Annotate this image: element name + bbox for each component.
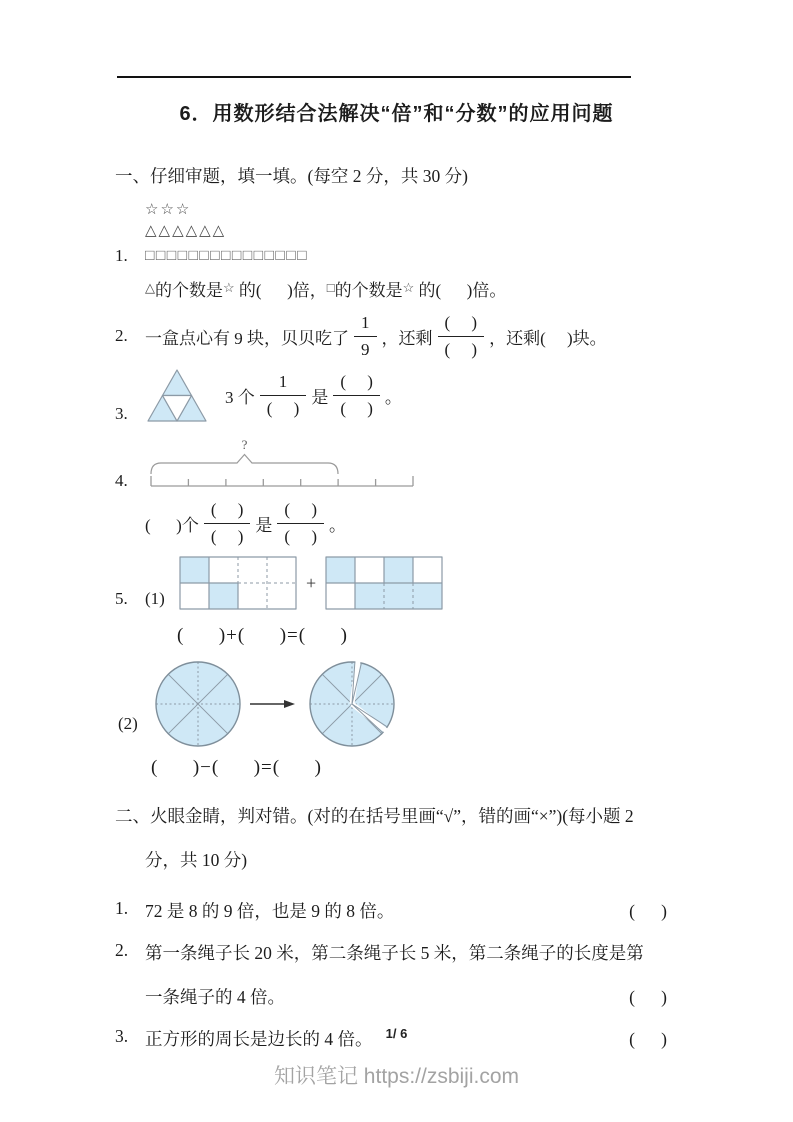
fraction-grid-right (325, 556, 443, 610)
question-5-number: 5. (115, 589, 128, 608)
fraction-denominator: ( ) (210, 526, 244, 546)
fraction-denominator: ( ) (266, 399, 300, 418)
q1-text-part1: 的个数是 (155, 281, 223, 300)
fraction-numerator: 1 (354, 313, 377, 337)
judge-item-2-body (145, 940, 667, 1010)
judge-item-1 (115, 898, 667, 924)
q4-text-mid: 是 (255, 515, 273, 535)
judge-item-3-bracket: ( ) (629, 1029, 667, 1049)
fraction-blank (333, 372, 380, 418)
fraction-denominator: 9 (361, 339, 370, 359)
q4-text-post: 。 (328, 515, 346, 535)
question-2 (115, 311, 667, 361)
plus-sign: + (306, 572, 317, 593)
judge-item-1-body (145, 898, 667, 924)
question-mark-label: ? (241, 438, 248, 452)
q2-text-mid: ，还剩 (381, 328, 433, 348)
triangle-row: △△△△△△ (145, 223, 227, 239)
section2-heading-line1: 二、火眼金睛，判对错。(对的在括号里画“√”，错的画“×”)(每小题 2 (115, 806, 634, 826)
judge-item-1-number: 1. (115, 898, 129, 918)
number-line-figure (145, 438, 431, 494)
divided-triangle-figure (145, 367, 209, 424)
fraction-denominator: ( ) (340, 399, 373, 418)
question-4-answer-line (145, 496, 667, 550)
judge-item-3-number: 3. (115, 1026, 129, 1046)
question-3-body (225, 372, 402, 418)
question-3 (115, 367, 667, 424)
fraction-numerator: 1 (260, 372, 307, 396)
fraction-blank (277, 500, 324, 546)
page-title: 6．用数形结合法解决“倍”和“分数”的应用问题 (179, 103, 614, 125)
fraction-grid-left (179, 556, 297, 610)
square-glyph: □ (326, 280, 335, 295)
question-5-part2 (115, 658, 667, 750)
worksheet-content (115, 163, 667, 1052)
judge-item-2-text-line2: 一条绳子的 4 倍。 (145, 987, 285, 1007)
question-5-sum-line: ( )+( )=( ) (177, 625, 348, 646)
question-5-diff-line: ( )−( )=( ) (151, 757, 322, 778)
fraction-circles-figure (152, 658, 404, 750)
fraction-numerator: ( ) (333, 372, 380, 396)
judge-item-2-bracket: ( ) (629, 987, 667, 1007)
header-rule (117, 76, 631, 78)
judge-item-2-text-line1: 第一条绳子长 20 米，第二条绳子长 5 米，第二条绳子的长度是第 (145, 943, 644, 963)
fraction-blank (260, 372, 307, 418)
site-footer: 知识笔记 https://zsbiji.com (273, 1065, 520, 1088)
fraction-denominator: ( ) (444, 339, 478, 359)
q3-text-pre: 3 个 (225, 388, 255, 407)
fraction-denominator: ( ) (284, 526, 317, 546)
q2-text-post: ，还剩( )块。 (489, 328, 607, 348)
section1-heading: 一、仔细审题，填一填。(每空 2 分，共 30 分) (115, 166, 468, 186)
question-1 (115, 245, 667, 267)
q4-text-pre: ( )个 (145, 515, 199, 535)
fraction-blank (204, 500, 251, 546)
section2-heading (115, 794, 667, 882)
question-1-text (145, 276, 667, 303)
judge-item-2-line2 (145, 984, 667, 1010)
judge-item-1-line (145, 898, 667, 924)
question-4-number: 4. (115, 471, 128, 490)
star-glyph: ☆ (223, 280, 235, 295)
question-2-number: 2. (115, 326, 128, 345)
judge-item-1-text: 72 是 8 的 9 倍，也是 9 的 8 倍。 (145, 901, 395, 921)
fraction-numerator: ( ) (277, 500, 324, 524)
section2-heading-line2: 分，共 10 分) (145, 850, 248, 870)
question-5-sub1-label: (1) (145, 589, 165, 608)
q3-text-mid: 是 (311, 388, 329, 407)
fraction-1-9 (354, 313, 377, 359)
judge-item-2 (115, 940, 667, 1010)
q1-text-part3: 的个数是 (334, 281, 403, 300)
judge-item-2-line1 (145, 940, 667, 966)
square-row: □□□□□□□□□□□□□□□ (145, 247, 308, 264)
fraction-numerator: ( ) (438, 313, 485, 337)
question-4 (115, 438, 667, 494)
triangle-glyph: △ (145, 280, 155, 295)
question-5-sub2-label: (2) (118, 714, 138, 733)
q1-text-part4: 的( )倍。 (414, 281, 507, 300)
judge-item-1-bracket: ( ) (629, 901, 667, 921)
question-5-part1 (115, 556, 667, 610)
fraction-numerator: ( ) (204, 500, 251, 524)
q2-text-pre: 一盒点心有 9 块，贝贝吃了 (145, 328, 349, 348)
judge-item-3-text: 正方形的周长是边长的 4 倍。 (145, 1029, 373, 1049)
q1-text-part2: 的( )倍， (234, 281, 327, 300)
page-number: 1/ 6 (385, 1026, 408, 1041)
fraction-blank (438, 313, 485, 359)
q3-text-post: 。 (384, 388, 402, 407)
star-glyph: ☆ (402, 280, 415, 295)
question-1-number: 1. (115, 246, 128, 265)
question-3-number: 3. (115, 404, 128, 423)
star-row: ☆☆☆ (145, 202, 192, 218)
judge-item-2-number: 2. (115, 940, 129, 960)
